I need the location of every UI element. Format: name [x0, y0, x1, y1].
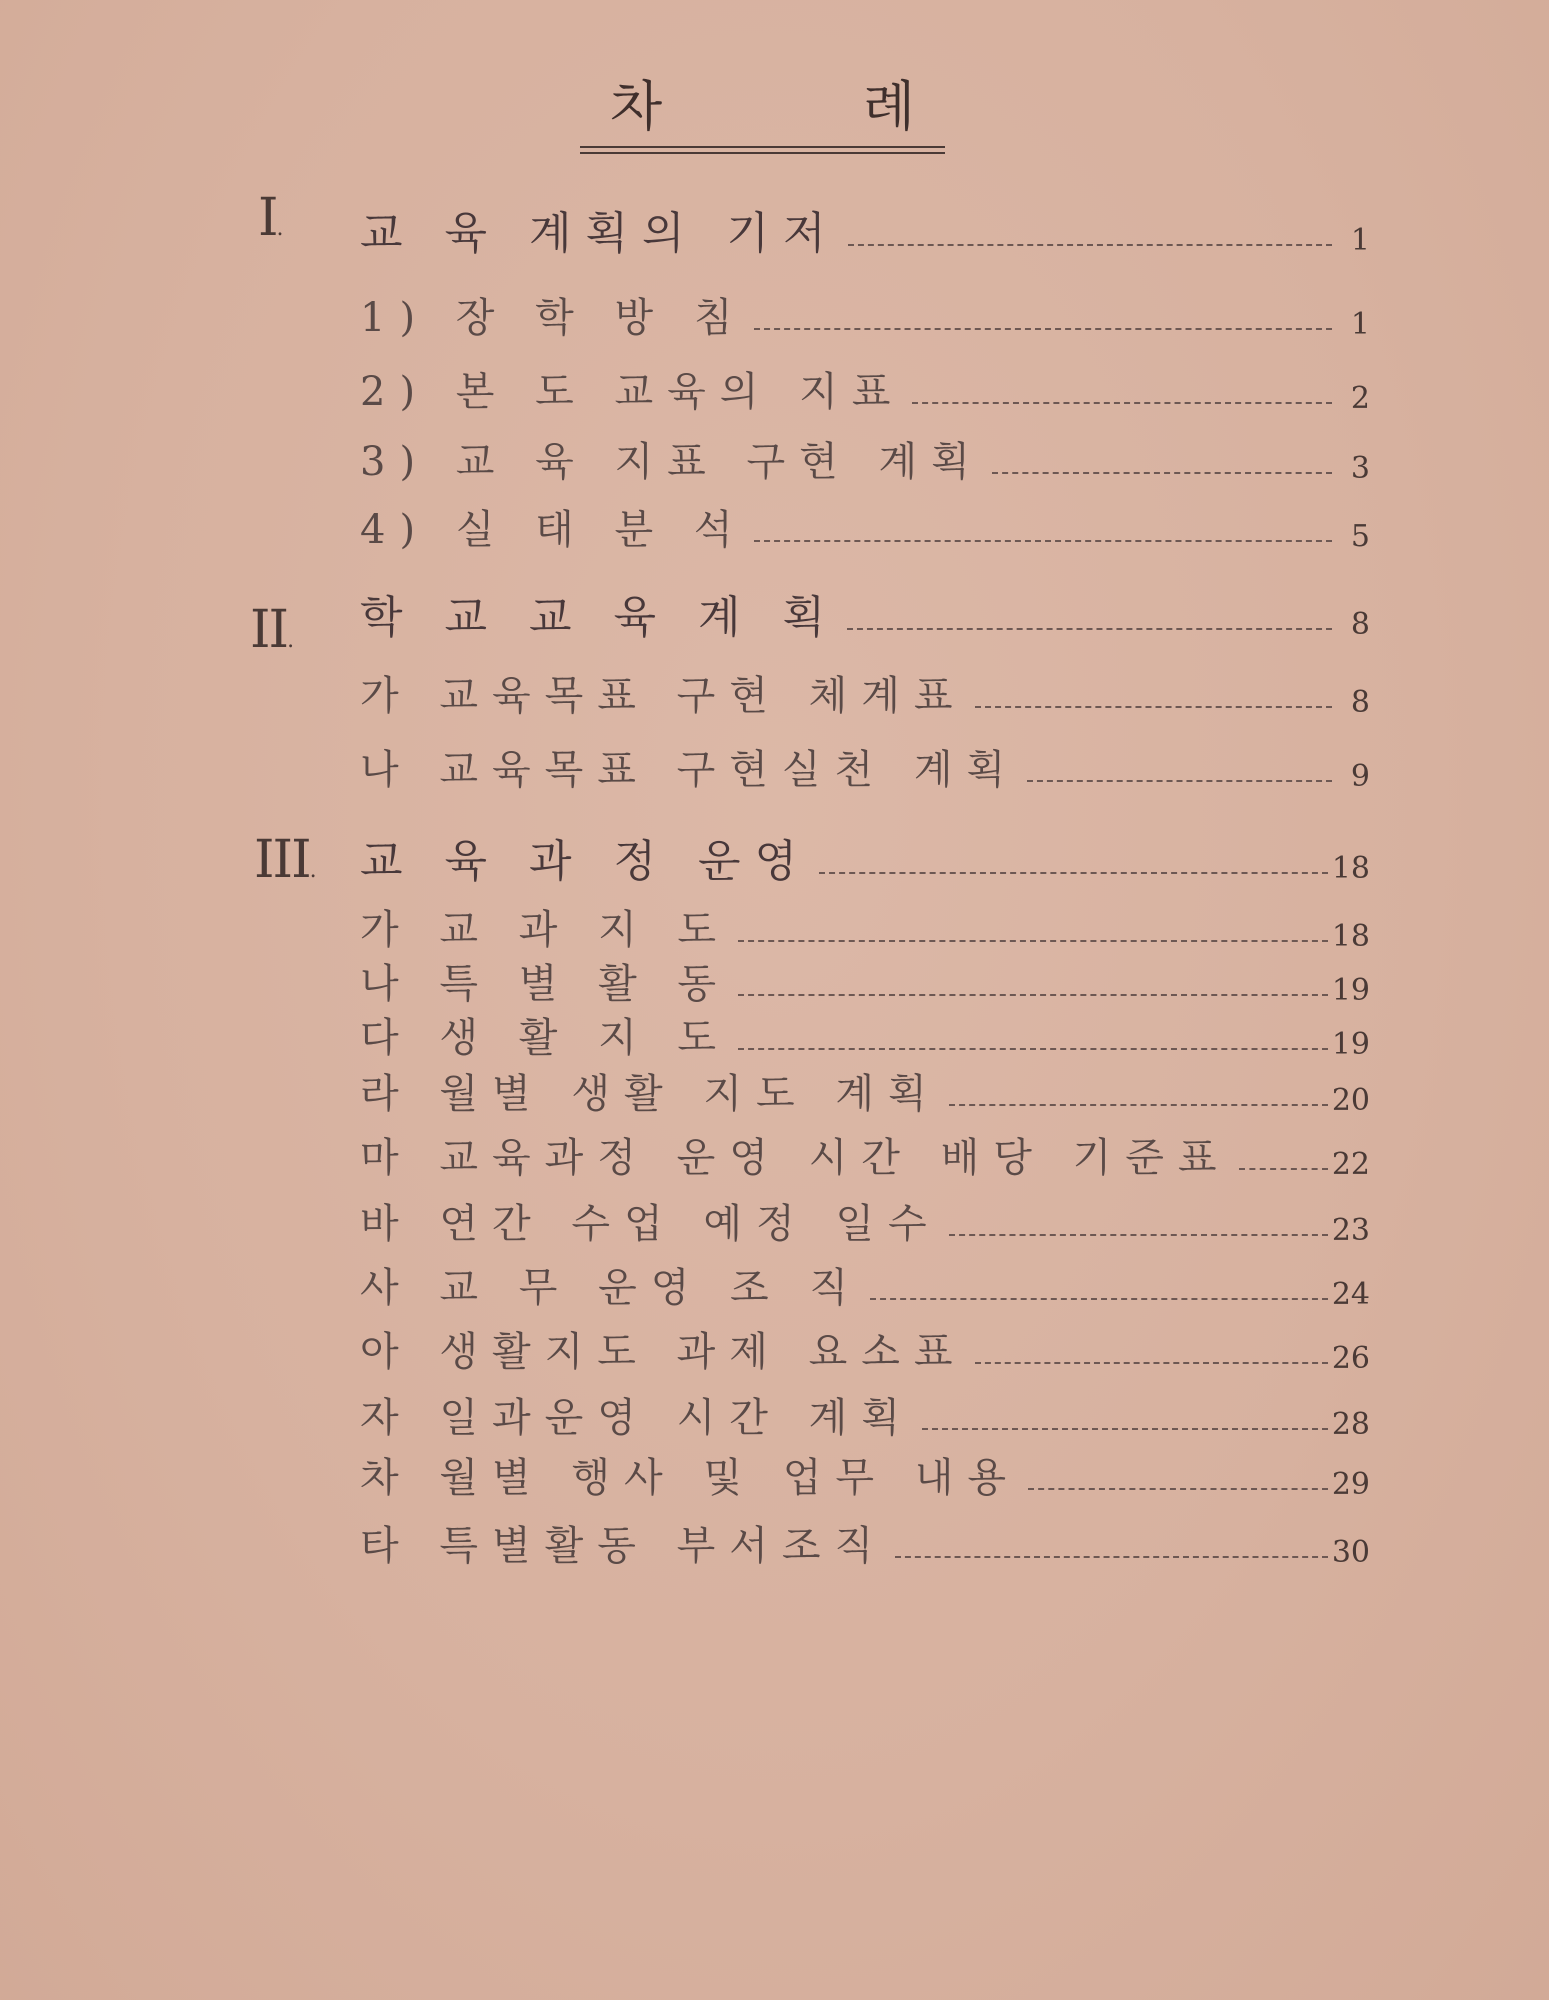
toc-entry-section-1[interactable]: [360, 208, 1370, 260]
section-numeral-2: II.: [250, 600, 293, 660]
toc-entry-item[interactable]: 아 생활지도 과제 요소표 26: [360, 1329, 1370, 1376]
toc-entry-item[interactable]: 나 교육목표 구현실천 계획 9: [360, 747, 1370, 794]
toc-entry-item[interactable]: 4) 실 태 분 석 5: [360, 507, 1370, 554]
toc-entry-item[interactable]: 3) 교 육 지표 구현 계획 3: [360, 439, 1370, 486]
toc-entry-item[interactable]: 사 교 무 운영 조 직 24: [360, 1265, 1370, 1312]
toc-entry-label: 교 육 계획의 기저: [360, 208, 840, 259]
toc-entry-item[interactable]: 나 특 별 활 동 19: [360, 961, 1370, 1008]
toc-entry-item[interactable]: 자 일과운영 시간 계획 28: [360, 1395, 1370, 1442]
toc-entry-section-2[interactable]: 학 교 교 육 계 획 8: [360, 592, 1370, 643]
toc-entry-item[interactable]: 차 월별 행사 및 업무 내용 29: [360, 1455, 1370, 1502]
title-underline-double: [580, 152, 945, 154]
toc-entry-section-3[interactable]: 교 육 과 정 운영 18: [360, 836, 1370, 887]
title-underline: [580, 146, 945, 148]
toc-entry-item[interactable]: 라 월별 생활 지도 계획 20: [360, 1071, 1370, 1118]
toc-title-char-1: 차: [610, 75, 663, 138]
toc-entry-item[interactable]: 타 특별활동 부서조직 30: [360, 1523, 1370, 1570]
toc-title-char-2: 례: [862, 75, 915, 138]
toc-entry-item[interactable]: 마 교육과정 운영 시간 배당 기준표 22: [360, 1135, 1370, 1182]
toc-page-number: 1: [1350, 223, 1370, 258]
section-numeral-3: III.: [254, 830, 315, 890]
toc-leader-dots: [848, 244, 1333, 246]
toc-entry-item[interactable]: 가 교 과 지 도 18: [360, 907, 1370, 954]
toc-entry-item[interactable]: 가 교육목표 구현 체계표 8: [360, 673, 1370, 720]
toc-entry-item[interactable]: 1) 장 학 방 침 1: [360, 295, 1370, 342]
section-numeral-1: I.: [258, 188, 282, 248]
toc-title: [580, 72, 945, 152]
toc-entry-item[interactable]: 2) 본 도 교육의 지표 2: [360, 369, 1370, 416]
toc-entry-item[interactable]: 바 연간 수업 예정 일수 23: [360, 1201, 1370, 1248]
toc-entry-item[interactable]: 다 생 활 지 도 19: [360, 1015, 1370, 1062]
